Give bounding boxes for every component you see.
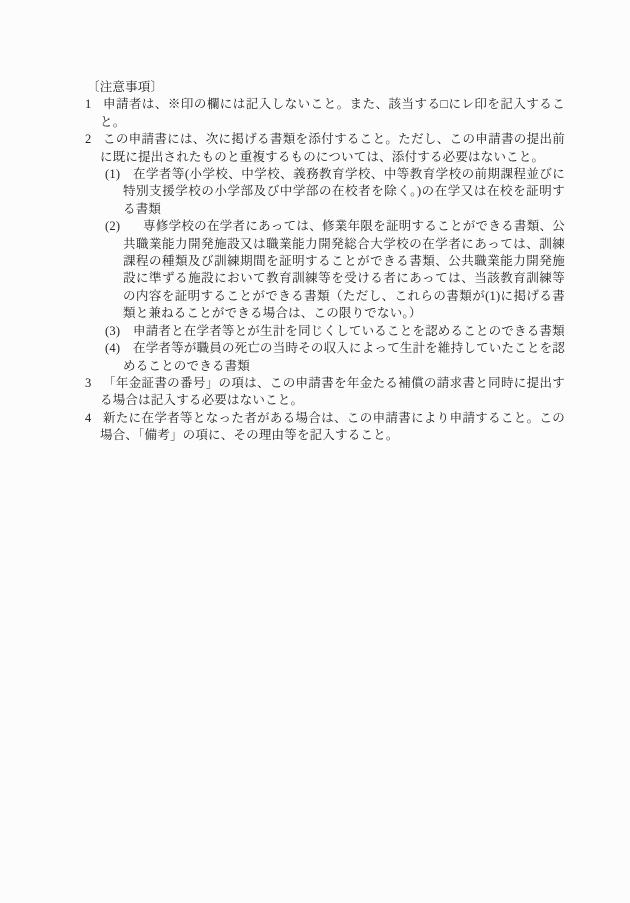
note-1-text: 申請者は、※印の欄には記入しないこと。また、該当する□にレ印を記入すること。 [100,97,565,129]
note-1-number: 1 [85,97,92,112]
note-4-number: 4 [85,410,92,425]
subnote-1-text: 在学者等(小学校、中学校、義務教育学校、中等教育学校の前期課程並びに特別支援学校の小学部及び中学部の在校者を除く。)の在学又は在校を証明する書類 [123,167,565,216]
note-2-text: この申請書には、次に掲げる書類を添付すること。ただし、この申請書の提出前に既に提出されたものと重複するものについては、添付する必要はないこと。 [100,132,565,164]
subnote-2 [85,218,565,322]
note-3-text: 「年金証書の番号」の項は、この申請書を年金たる補償の請求書と同時に提出する場合は記入する必要はないこと。 [100,375,565,408]
note-2-number: 2 [85,132,92,147]
subnote-1 [85,166,565,218]
note-4-text: 新たに在学者等となった者がある場合は、この申請書により申請すること。この場合、「備考」の項に、その理由等を記入すること。 [100,410,565,443]
note-3-number: 3 [85,375,92,390]
subnote-3-number: (3) [105,323,121,338]
subnote-3-text: 申請者と在学者等とが生計を同じくしていることを認めることのできる書類 [133,323,565,338]
note-2 [85,131,565,166]
subnote-2-text: 専修学校の在学者にあっては、修業年限を証明することができる書類、公共職業能力開発施設又は職業能力開発総合大学校の在学者にあっては、訓練課程の種類及び訓練期間を証明することができる書類、公共職業能力開発施設に準ずる施設において教育訓練等を受ける者にあっては、当該教育訓練等の内容を証明することができる書類（ただし、これらの書類が(1)に掲げる書類と兼ねることができる場合は、この限りでない。） [123,219,565,321]
note-3 [85,375,565,410]
subnote-4-text: 在学者等が職員の死亡の当時その収入によって生計を維持していたことを認めることのできる書類 [123,341,565,373]
note-1 [85,96,565,131]
subnote-4-number: (4) [105,341,121,356]
subnote-3 [85,323,565,340]
note-4 [85,410,565,445]
notes-title: 〔注意事項〕 [87,80,164,94]
subnote-4 [85,340,565,375]
subnote-2-number: (2) [105,219,121,234]
notes-section [85,79,565,445]
subnote-1-number: (1) [105,167,121,182]
